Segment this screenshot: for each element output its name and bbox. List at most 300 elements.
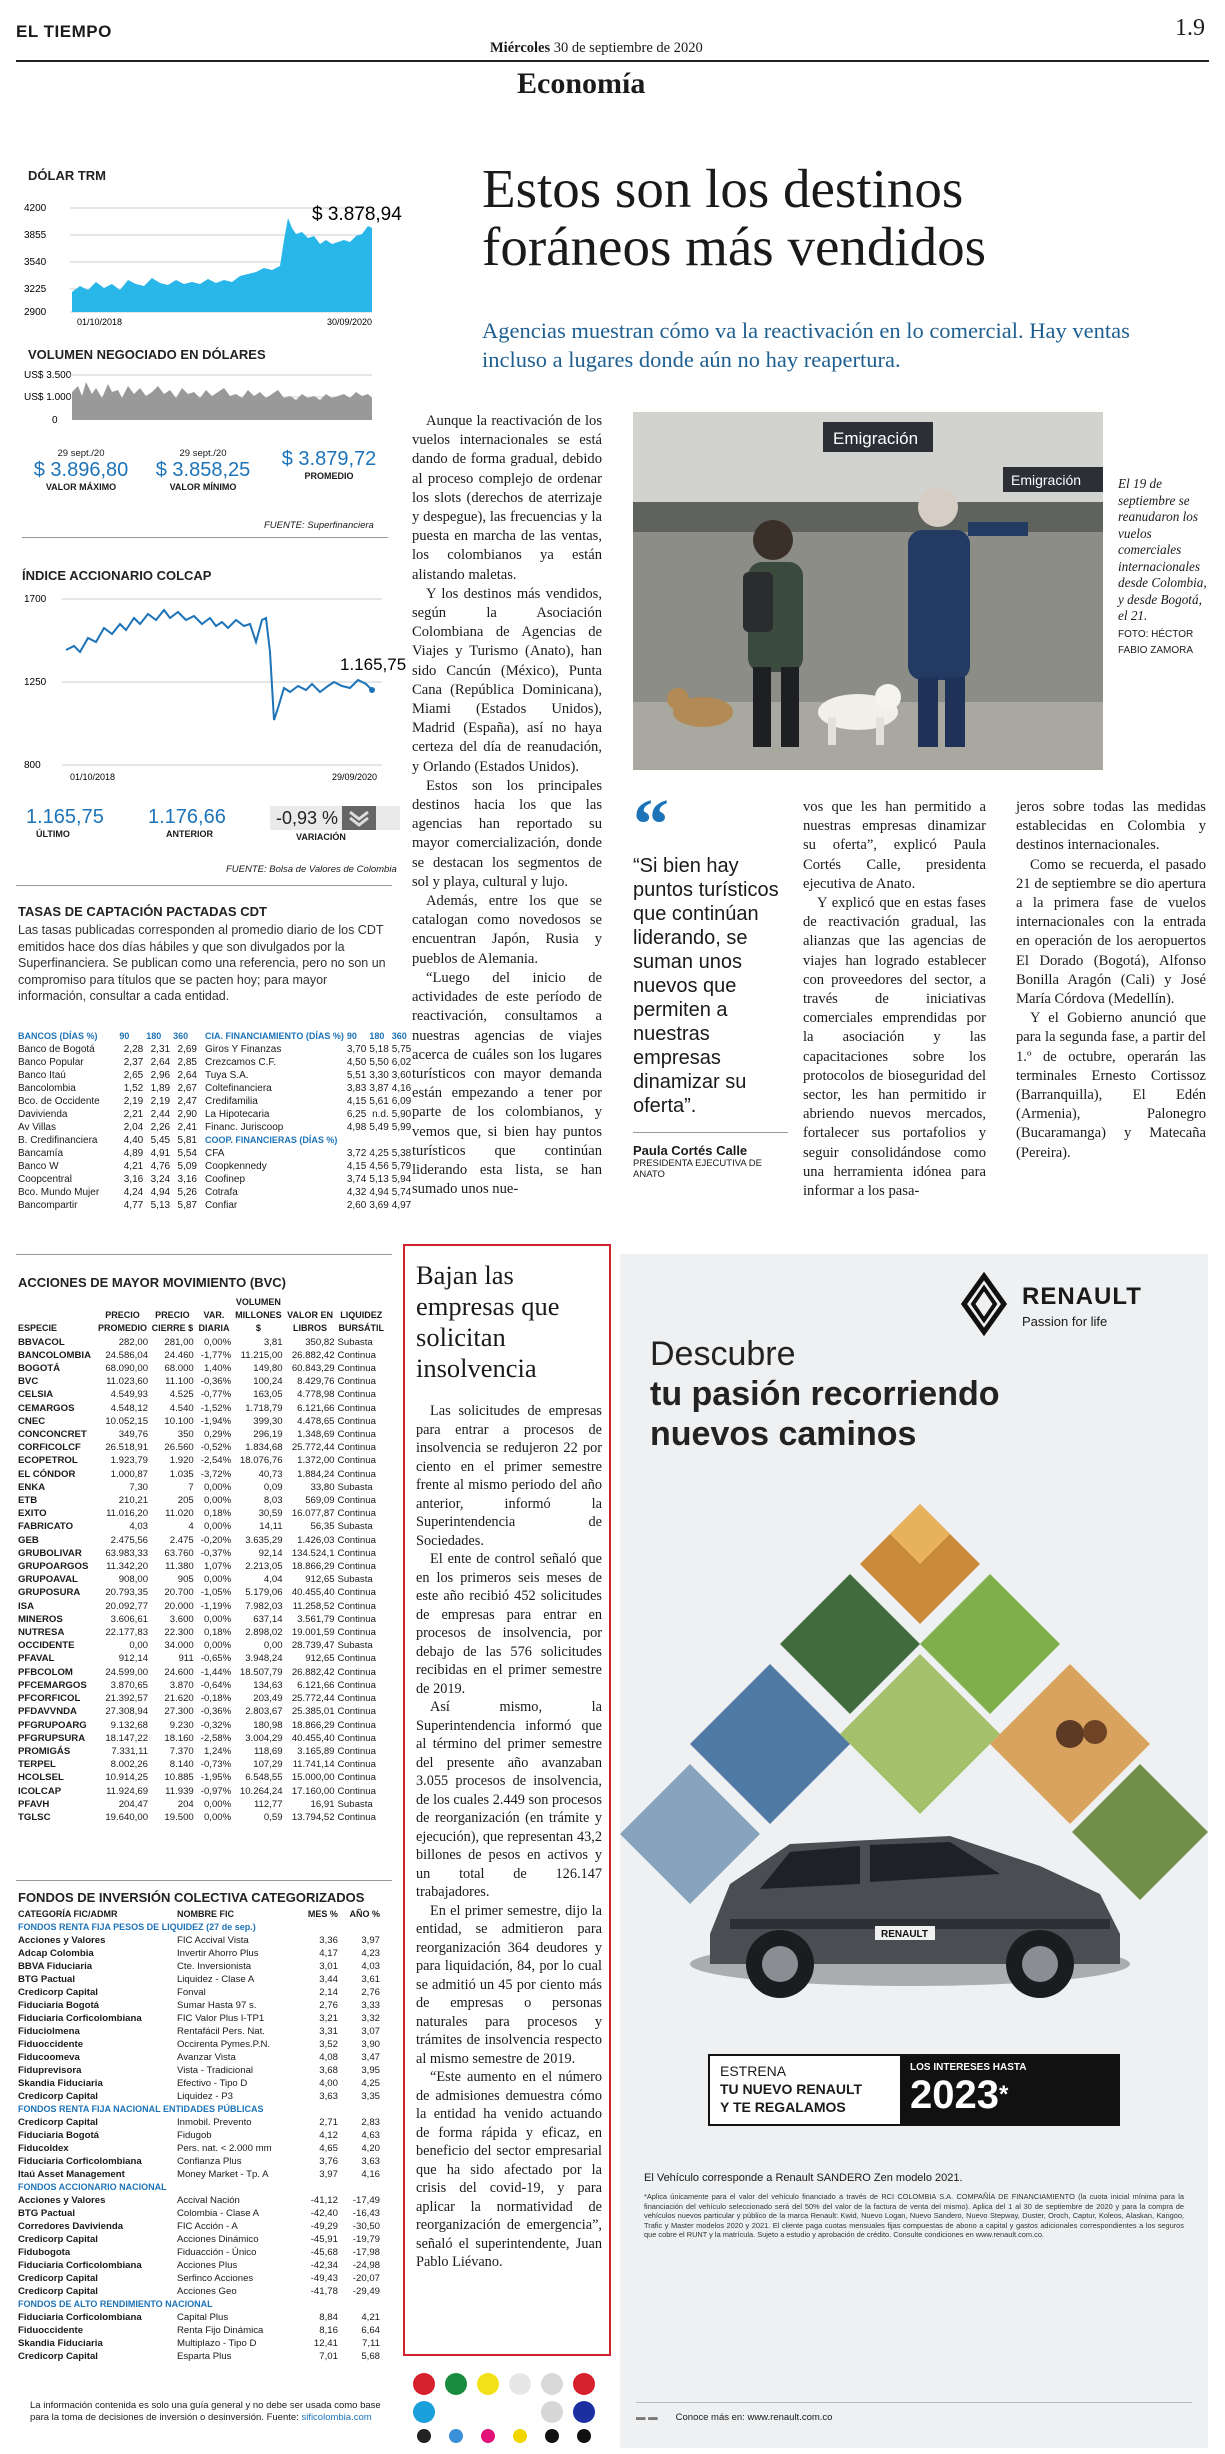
- footnote-link[interactable]: sificolombia.com: [301, 2412, 372, 2423]
- stat-value: 1.176,66: [148, 806, 226, 828]
- table-cell: La Hipotecaria: [205, 1109, 270, 1120]
- table-row: [18, 1454, 388, 1467]
- table-cell: PFGRUPOARG: [18, 1719, 87, 1731]
- fondos-title: FONDOS DE INVERSIÓN COLECTIVA CATEGORIZADOS: [18, 1890, 365, 1905]
- table-cell: Continua: [337, 1442, 376, 1454]
- table-cell: 24.600: [164, 1666, 194, 1678]
- caption-text: El 19 de septiembre se reanudaron los vuelos comerciales internacionales desde Colombia, y desde Bogotá, el 21.: [1118, 476, 1207, 623]
- table-cell: 3,31: [319, 2026, 338, 2037]
- table-cell: 4,40: [123, 1135, 144, 1146]
- table-cell: -19,79: [352, 2234, 380, 2245]
- table-cell: 6,09: [391, 1096, 412, 1107]
- table-cell: 20.793,35: [105, 1587, 149, 1599]
- colcap-xend: 29/09/2020: [332, 772, 378, 782]
- table-cell: CEMARGOS: [18, 1402, 75, 1414]
- table-cell: 4,89: [123, 1148, 144, 1159]
- table-cell: GRUPOSURA: [18, 1587, 81, 1599]
- table-cell: CORFICOLCF: [18, 1442, 81, 1454]
- table-cell: -3,72%: [200, 1468, 232, 1480]
- variation-box: [270, 806, 400, 830]
- table-cell: Fiduprevisora: [18, 2065, 82, 2076]
- table-cell: 4,98: [346, 1122, 367, 1133]
- table-cell: 4.525: [169, 1389, 194, 1401]
- fondos-body: [18, 1921, 383, 2363]
- table-row: [18, 2025, 383, 2038]
- table-cell: 912,14: [118, 1653, 149, 1665]
- acciones-table: [18, 1296, 388, 1824]
- table-cell: Continua: [337, 1759, 376, 1771]
- table-cell: 203,49: [253, 1693, 283, 1705]
- ad-footer-url[interactable]: Conoce más en: www.renault.com.co: [675, 2412, 833, 2423]
- table-cell: 12,41: [313, 2338, 338, 2349]
- table-cell: 1.035: [169, 1468, 194, 1480]
- table-row: [18, 1652, 388, 1665]
- table-cell: Subasta: [337, 1481, 373, 1493]
- table-row: [18, 2259, 383, 2272]
- table-cell: Credifamilia: [205, 1096, 258, 1107]
- swatch: [449, 2429, 463, 2443]
- table-cell: 180,98: [253, 1719, 283, 1731]
- table-cell: 2,76: [319, 2000, 338, 2011]
- table-cell: 350: [177, 1429, 194, 1441]
- table-cell: 25.772,44: [291, 1693, 335, 1705]
- table-cell: Pers. nat. < 2.000 mm: [176, 2143, 272, 2154]
- table-header-row: [18, 1908, 383, 1921]
- table-row: [18, 2246, 383, 2259]
- table-cell: 2,90: [177, 1109, 197, 1120]
- table-cell: 4,21: [123, 1161, 144, 1172]
- table-cell: 0,29%: [203, 1429, 232, 1441]
- table-row: [18, 1666, 388, 1679]
- table-cell: 5,50: [369, 1057, 389, 1068]
- table-cell: 281,00: [164, 1336, 194, 1348]
- table-row: [18, 2324, 383, 2337]
- ad-tagline: Passion for life: [1022, 1314, 1108, 1329]
- dolar-stat-max: [26, 448, 136, 492]
- table-cell: -16,43: [352, 2208, 380, 2219]
- table-row: [18, 1999, 383, 2012]
- table-cell: 0,18%: [203, 1508, 232, 1520]
- table-row: [18, 1586, 388, 1599]
- table-cell: 3,32: [361, 2013, 380, 2024]
- table-cell: 5,49: [369, 1122, 389, 1133]
- table-row: [18, 1186, 200, 1199]
- table-cell: Davivienda: [18, 1109, 68, 1120]
- table-cell: Inmobil. Prevento: [176, 2117, 252, 2128]
- table-row: [18, 1785, 388, 1798]
- down-arrow-icon: [342, 806, 376, 830]
- table-cell: 24.460: [164, 1349, 194, 1361]
- table-cell: Continua: [337, 1600, 376, 1612]
- table-cell: 100,24: [253, 1376, 283, 1388]
- table-cell: -17,98: [352, 2247, 380, 2258]
- table-row: [18, 1147, 200, 1160]
- table-cell: 10.264,24: [239, 1785, 283, 1797]
- table-cell: 5,99: [391, 1122, 412, 1133]
- table-cell: Av Villas: [18, 1122, 56, 1133]
- stat-date: 29 sept./20: [57, 448, 105, 459]
- table-cell: Renta Fijo Dinámica: [176, 2325, 264, 2336]
- table-row: [18, 2233, 383, 2246]
- table-cell: -41,12: [310, 2195, 338, 2206]
- table-cell: 5,54: [177, 1148, 197, 1159]
- insolvencia-box: [403, 1244, 611, 2356]
- table-cell: 17.160,00: [291, 1785, 335, 1797]
- swatch: [445, 2373, 467, 2395]
- table-cell: CELSIA: [18, 1389, 54, 1401]
- tasas-right-body: [205, 1043, 414, 1212]
- paragraph: Además, entre los que se catalogan como novedosos se encuentran Japón, Rusia y pueblos de Alemania.: [412, 893, 602, 967]
- tasas-bancos-table: [18, 1030, 200, 1212]
- table-cell: Credicorp Capital: [18, 2234, 98, 2245]
- table-row: [205, 1095, 414, 1108]
- table-cell: 10.052,15: [105, 1415, 149, 1427]
- col-head: 180: [146, 1031, 162, 1041]
- table-cell: 4,91: [150, 1148, 171, 1159]
- tasas-cf-table: [205, 1030, 414, 1212]
- dolar-ytick: 2900: [24, 307, 47, 318]
- table-cell: Capital Plus: [176, 2312, 229, 2323]
- table-cell: 18.147,22: [105, 1732, 149, 1744]
- table-cell: 107,29: [253, 1759, 283, 1771]
- table-cell: 0,00%: [203, 1811, 232, 1823]
- ad-headline: [650, 1334, 1090, 1454]
- table-row: [18, 1336, 388, 1349]
- table-cell: -0,65%: [200, 1653, 232, 1665]
- table-cell: 21.392,57: [105, 1693, 149, 1705]
- table-cell: 68.090,00: [105, 1363, 149, 1375]
- table-cell: 18.160: [164, 1732, 194, 1744]
- group-header-row: [18, 1921, 383, 1934]
- table-cell: Coopcentral: [18, 1174, 72, 1185]
- ad-promo-banner: [708, 2054, 1120, 2126]
- article-column-1: [412, 412, 602, 1199]
- fondos-table: [18, 1908, 383, 2363]
- table-row: [18, 1705, 388, 1718]
- issue-date: [490, 40, 703, 57]
- stat-label: ÚLTIMO: [36, 829, 70, 839]
- volumen-chart: [22, 368, 392, 428]
- table-cell: Credicorp Capital: [18, 1987, 98, 1998]
- table-row: [18, 1520, 388, 1533]
- vol-tick: US$ 3.500: [24, 370, 72, 381]
- table-cell: Fiduoccidente: [18, 2325, 84, 2336]
- table-row: [18, 1973, 383, 1986]
- table-cell: Fiduoccidente: [18, 2039, 84, 2050]
- table-cell: 11.741,14: [292, 1759, 335, 1771]
- acciones-title: ACCIONES DE MAYOR MOVIMIENTO (BVC): [18, 1275, 286, 1290]
- table-cell: 21.620: [164, 1693, 194, 1705]
- table-cell: 27.308,94: [105, 1706, 149, 1718]
- table-cell: BVC: [18, 1376, 39, 1388]
- quote-name: Paula Cortés Calle: [633, 1143, 748, 1158]
- table-cell: 4,94: [150, 1187, 171, 1198]
- table-row: [18, 2168, 383, 2181]
- insolvencia-headline: Bajan las empresas que solicitan insolvencia: [416, 1260, 560, 1383]
- quote-attribution: [633, 1132, 788, 1180]
- table-cell: 4,25: [361, 2078, 380, 2089]
- table-cell: 0,00: [263, 1640, 283, 1652]
- table-cell: FABRICATO: [18, 1521, 74, 1533]
- table-cell: HCOLSEL: [18, 1772, 64, 1784]
- table-cell: 3.600: [169, 1613, 194, 1625]
- table-cell: 5,81: [177, 1135, 197, 1146]
- swatch: [541, 2401, 563, 2423]
- photo-caption: [1118, 476, 1208, 660]
- table-row: [18, 1415, 388, 1428]
- promo-line: ESTRENA: [720, 2063, 787, 2079]
- table-cell: 20.700: [164, 1587, 194, 1599]
- table-row: [18, 1349, 388, 1362]
- table-cell: 7.982,03: [245, 1600, 283, 1612]
- table-cell: 5,45: [150, 1135, 171, 1146]
- table-row: [18, 1441, 388, 1454]
- dolar-ytick: 3855: [24, 230, 47, 241]
- table-row: [18, 1613, 388, 1626]
- table-cell: 3,87: [369, 1083, 389, 1094]
- table-cell: 7,01: [319, 2351, 338, 2362]
- table-row: [18, 2012, 383, 2025]
- table-cell: Continua: [337, 1772, 376, 1784]
- table-cell: 5,09: [177, 1161, 197, 1172]
- table-cell: 3,97: [361, 1935, 380, 1946]
- table-row: [18, 1121, 200, 1134]
- table-cell: 4,15: [346, 1161, 367, 1172]
- table-cell: 11.100: [165, 1376, 194, 1388]
- table-row: [205, 1069, 414, 1082]
- table-cell: n.d.: [372, 1109, 389, 1120]
- table-row: [18, 1507, 388, 1520]
- table-cell: 11.380: [165, 1561, 194, 1573]
- table-cell: PFAVAL: [18, 1653, 55, 1665]
- ad-footer-bar: [636, 2402, 1192, 2432]
- photo-credit: FOTO: HÉCTOR FABIO ZAMORA: [1118, 628, 1194, 656]
- dolar-ytick: 4200: [24, 203, 47, 214]
- table-cell: Continua: [337, 1561, 376, 1573]
- table-cell: 204,47: [118, 1798, 149, 1810]
- table-cell: 40,73: [258, 1468, 283, 1480]
- table-cell: Continua: [337, 1587, 376, 1599]
- table-cell: -45,68: [310, 2247, 338, 2258]
- table-row: [18, 1468, 388, 1481]
- table-cell: BBVA Fiduciaria: [18, 1961, 93, 1972]
- table-cell: Fiduciaria Corficolombiana: [18, 2013, 142, 2024]
- dolar-current-value: $ 3.878,94: [312, 204, 402, 225]
- table-cell: 92,14: [258, 1547, 283, 1559]
- table-cell: Credicorp Capital: [18, 2351, 98, 2362]
- colcap-ytick: 1250: [24, 677, 47, 688]
- column-header: MES %: [307, 1909, 338, 1919]
- table-cell: BANCOLOMBIA: [18, 1349, 92, 1361]
- table-cell: -17,49: [352, 2195, 380, 2206]
- table-cell: 282,00: [118, 1336, 149, 1348]
- table-cell: Continua: [337, 1627, 376, 1639]
- table-cell: GRUBOLIVAR: [18, 1547, 82, 1559]
- table-cell: Continua: [337, 1547, 376, 1559]
- table-cell: 5,94: [391, 1174, 412, 1185]
- table-cell: -2,58%: [200, 1732, 232, 1744]
- col-head: 90: [119, 1031, 130, 1041]
- table-cell: 5,87: [177, 1200, 197, 1211]
- table-row: [205, 1147, 414, 1160]
- table-cell: PFCEMARGOS: [18, 1679, 87, 1691]
- colcap-line: [66, 610, 372, 720]
- table-cell: Fiduciaria Corficolombiana: [18, 2260, 142, 2271]
- table-cell: 5,75: [391, 1044, 412, 1055]
- table-cell: 2,96: [150, 1070, 171, 1081]
- table-cell: Subasta: [337, 1640, 373, 1652]
- table-cell: 4,94: [369, 1187, 389, 1198]
- table-row: [18, 2285, 383, 2298]
- table-cell: -30,50: [352, 2221, 380, 2232]
- table-cell: 18.507,79: [239, 1666, 283, 1678]
- stat-value: $ 3.879,72: [281, 448, 377, 470]
- table-cell: 2,85: [177, 1057, 197, 1068]
- table-cell: 26.882,42: [291, 1349, 335, 1361]
- quote-role: PRESIDENTA EJECUTIVA DE ANATO: [633, 1158, 762, 1180]
- table-cell: 13.794,52: [291, 1811, 335, 1823]
- table-cell: Tuya S.A.: [205, 1070, 249, 1081]
- section-title: Economía: [517, 67, 646, 100]
- colcap-stat-var: [270, 806, 400, 842]
- table-cell: 118,69: [253, 1745, 283, 1757]
- table-cell: 8.429,76: [297, 1376, 335, 1388]
- table-cell: Fiduacción - Único: [176, 2247, 257, 2258]
- table-cell: 2,31: [150, 1044, 171, 1055]
- table-cell: 63.760: [164, 1547, 194, 1559]
- table-cell: 4,23: [361, 1948, 380, 1959]
- issue-date-rest: 30 de septiembre de 2020: [553, 40, 703, 56]
- ad-headline-line: tu pasión recorriendo: [650, 1375, 1000, 1413]
- table-cell: 6,25: [346, 1109, 367, 1120]
- column-header: CATEGORÍA FIC/ADMR: [18, 1909, 118, 1919]
- table-cell: CNEC: [18, 1415, 46, 1427]
- table-cell: -0,97%: [200, 1785, 232, 1797]
- table-cell: PFBCOLOM: [18, 1666, 73, 1678]
- table-cell: 3,36: [319, 1935, 338, 1946]
- table-cell: 2,21: [123, 1109, 144, 1120]
- table-cell: 4.478,65: [297, 1415, 335, 1427]
- table-cell: 16.077,87: [291, 1508, 335, 1520]
- table-cell: BTG Pactual: [18, 1974, 76, 1985]
- table-cell: Bco. Mundo Mujer: [18, 1187, 100, 1198]
- table-row: [18, 1095, 200, 1108]
- swatch: [481, 2429, 495, 2443]
- table-cell: ECOPETROL: [18, 1455, 78, 1467]
- fondos-head: [18, 1908, 383, 1921]
- table-cell: Adcap Colombia: [18, 1948, 94, 1959]
- table-cell: BTG Pactual: [18, 2208, 76, 2219]
- promo-star: *: [998, 2081, 1009, 2108]
- table-cell: Subasta: [337, 1798, 373, 1810]
- table-cell: -0,36%: [200, 1376, 232, 1388]
- table-cell: -1,19%: [200, 1600, 232, 1612]
- article-column-4: [1016, 798, 1206, 1163]
- header-rule: [16, 60, 1209, 62]
- table-cell: 0,09: [263, 1481, 283, 1493]
- table-cell: 7,30: [129, 1481, 149, 1493]
- table-cell: 134,63: [253, 1679, 283, 1691]
- table-cell: 11.258,52: [292, 1600, 335, 1612]
- colcap-title: ÍNDICE ACCIONARIO COLCAP: [22, 568, 212, 583]
- table-row: [205, 1160, 414, 1173]
- table-row: [18, 2207, 383, 2220]
- table-cell: 11.020: [165, 1508, 194, 1520]
- table-row: [205, 1173, 414, 1186]
- table-cell: 2.803,67: [245, 1706, 283, 1718]
- table-cell: 60.843,29: [291, 1363, 335, 1375]
- paragraph: Estos son los principales destinos hacia los que las agencias han reportado su mayor comercialización, donde se destacan los segmentos de sol y playa, cultural y lujo.: [412, 777, 602, 890]
- table-cell: Avanzar Vista: [176, 2052, 236, 2063]
- table-cell: 3.635,29: [245, 1534, 283, 1546]
- table-cell: 2,60: [346, 1200, 367, 1211]
- table-cell: 3,69: [369, 1200, 389, 1211]
- table-cell: 4,25: [369, 1148, 389, 1159]
- table-cell: TGLSC: [18, 1811, 51, 1823]
- table-row: [205, 1108, 414, 1121]
- dolar-stats: [26, 448, 386, 508]
- dolar-ytick: 3225: [24, 284, 47, 295]
- table-cell: 5,74: [391, 1187, 412, 1198]
- table-cell: Fiduciaria Corficolombiana: [18, 2312, 142, 2323]
- table-cell: Continua: [337, 1706, 376, 1718]
- table-cell: 3,63: [319, 2091, 338, 2102]
- table-row: [18, 1547, 388, 1560]
- table-cell: 11.215,00: [240, 1349, 283, 1361]
- paragraph: En el primer semestre, dijo la entidad, se admitieron para reorganización 364 deudores y para liquidación, 84, por lo cual se admitió un 45 por ciento más de empresas o personas naturales para procesos y trámites de insolvencia respecto al mismo semestre de 2019.: [416, 1902, 602, 2067]
- table-cell: 149,80: [253, 1363, 283, 1375]
- dolar-title: DÓLAR TRM: [28, 168, 106, 183]
- ad-headline-line: nuevos caminos: [650, 1415, 917, 1453]
- table-cell: 68.000: [164, 1363, 194, 1375]
- table-cell: Banco Popular: [18, 1057, 84, 1068]
- table-cell: Efectivo - Tipo D: [176, 2078, 248, 2089]
- table-cell: 18.866,29: [291, 1561, 335, 1573]
- table-cell: Multiplazo - Tipo D: [176, 2338, 257, 2349]
- table-cell: GEB: [18, 1534, 39, 1546]
- table-row: [18, 1428, 388, 1441]
- table-cell: 25.385,01: [291, 1706, 335, 1718]
- table-cell: Continua: [337, 1811, 376, 1823]
- paragraph: Así mismo, la Superintendencia informó que al término del primer semestre del presente año avanzaban 3.055 procesos de insolvencia, de los cuales 2.449 son procesos de reorganización (en trámite y ejecución), que representan 43,2 billones de pesos en activos y un total de 126.147 trabajadores.: [416, 1699, 602, 1900]
- table-row: [18, 1388, 388, 1401]
- table-cell: -1,77%: [200, 1349, 232, 1361]
- table-cell: 3,63: [361, 2156, 380, 2167]
- acciones-body: [18, 1336, 388, 1825]
- table-cell: 4,08: [319, 2052, 338, 2063]
- table-cell: 2,44: [150, 1109, 171, 1120]
- table-cell: Continua: [337, 1613, 376, 1625]
- tasas-intro: Las tasas publicadas corresponden al promedio diario de los CDT emitidos hace dos días hábiles y que son divulgados por la Superfinanciera. Se publican como una referencia, pero no son un compromiso para títulos que se pacten hoy; para mayor información, consultar a cada entidad.: [18, 923, 386, 1003]
- table-cell: 11.342,20: [106, 1561, 149, 1573]
- table-cell: 3,81: [263, 1336, 283, 1348]
- table-cell: 16,91: [310, 1798, 335, 1810]
- table-cell: Continua: [337, 1693, 376, 1705]
- table-cell: 3,83: [346, 1083, 367, 1094]
- table-row: [18, 2220, 383, 2233]
- table-cell: 24.599,00: [105, 1666, 149, 1678]
- table-cell: 4.778,98: [297, 1389, 335, 1401]
- table-cell: -20,07: [352, 2273, 380, 2284]
- table-cell: 4,03: [129, 1521, 149, 1533]
- table-cell: 912,65: [305, 1653, 335, 1665]
- swatch: [509, 2373, 531, 2395]
- table-cell: 3,74: [346, 1174, 367, 1185]
- table-row: [18, 1108, 200, 1121]
- table-cell: Credicorp Capital: [18, 2117, 98, 2128]
- renault-ad: [620, 1254, 1208, 2448]
- headline-line: Estos son los destinos: [482, 158, 964, 219]
